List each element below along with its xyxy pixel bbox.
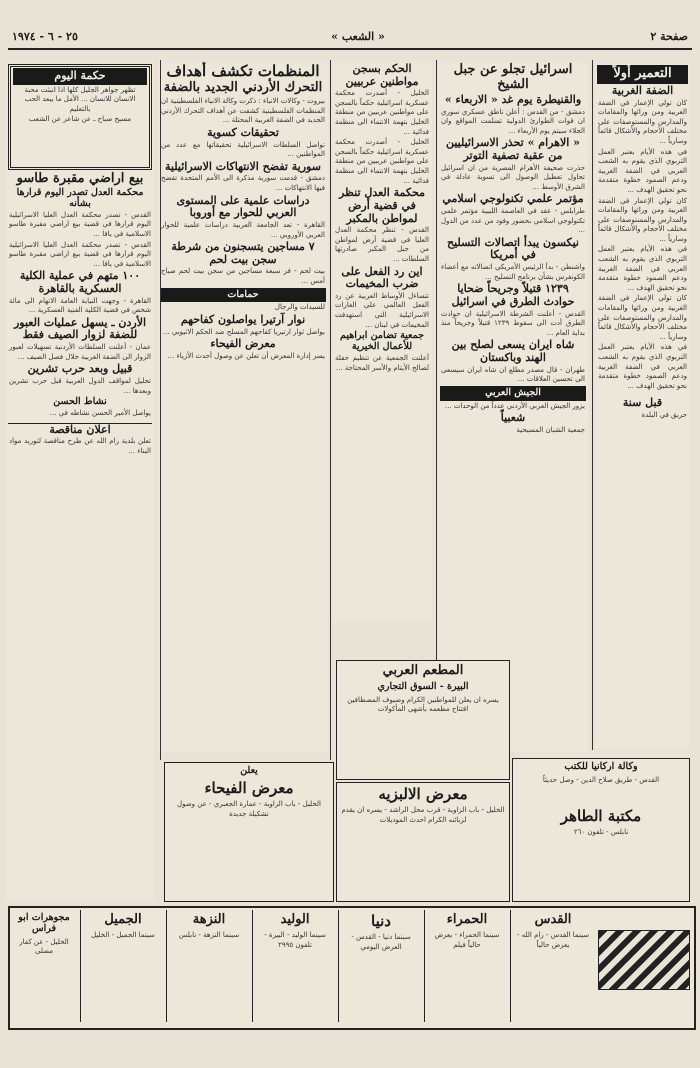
column-body-1: كان تولي الإعمار في الضفة الغربية ومن ورائها والمقامات والمدارس والمستوصفات على مختلف الأحجام والأشكال قائماً وسارياً ... bbox=[598, 98, 687, 145]
headline-golan: اسرائيل تجلو عن جبل الشيخ bbox=[453, 62, 573, 92]
headline-society: جمعية تضامن ابراهيم للأعمال الخيرية bbox=[340, 330, 424, 353]
column-subtitle: الضفة الغربية bbox=[611, 83, 674, 97]
cinema-text: سينما الحمراء - يعرض حالياً فيلم bbox=[434, 930, 500, 949]
headline-army: الجيش العربي bbox=[440, 386, 586, 401]
headline-nixon: نيكسون يبدأ اتصالات التسليح في أمريكا bbox=[447, 235, 579, 262]
cinema-text: سينما النزهة - نابلس bbox=[178, 930, 240, 939]
ad-albazeh-text: الخليل - باب الزاوية - قرب محل الراشد - يسره ان يقدم لزبائنه الكرام احدث الموديلات bbox=[341, 806, 505, 824]
cinema-name: الوليد bbox=[280, 912, 310, 927]
body-shah: طهران - قال مصدر مطلع ان شاه ايران سيسعى الى تحسين العلاقات ... bbox=[441, 365, 585, 384]
ad-restaurant-name: المطعم العربي bbox=[382, 663, 464, 678]
headline-shah: شاه ايران يسعى لصلح بين الهند وباكستان bbox=[451, 338, 575, 364]
column-body-4: في هذه الأيام يعتبر العمل التربوي الذي يقوم به الشعب العربي في الضفة الغربية ودعم الصمود خطوة متقدمة نحو تحقيق الهدف ... bbox=[598, 245, 687, 292]
cinema-walid bbox=[252, 910, 337, 1022]
quote-text: تظهر جواهر الجليل كلها اذا انبثت محبة الانسان للانسان ... الأمل ما يبعد الحب بالتعليم bbox=[24, 85, 136, 113]
body-military-college: القاهرة - وجهت النيابة العامة الاتهام الى مائة شخص في قضية الكلية الفنية العسكرية ... bbox=[9, 296, 151, 315]
mini-text: حريق في البلدة bbox=[641, 411, 687, 420]
headline-baths: حمامات bbox=[160, 288, 326, 303]
body-investigations: تواصل السلطات الاسرائيلية تحقيقاتها مع عدد من المواطنين ... bbox=[161, 140, 325, 159]
body-syria: دمشق - قدمت سورية مذكرة الى الأمم المتحدة تفضح فيها الانتهاكات ... bbox=[161, 174, 325, 193]
cinema-hamra bbox=[424, 910, 509, 1022]
headline-october-war: قبيل وبعد حرب تشرين bbox=[27, 362, 133, 376]
headline-fayhaa-small: معرض الفيحاء bbox=[210, 337, 276, 351]
body-nixon: واشنطن - بدأ الرئيس الأمريكي اتصالاته مع أعضاء الكونغرس بشأن برنامج التسليح ... bbox=[441, 263, 585, 281]
headline-eritrea: نوار آرتيرا يواصلون كفاحهم bbox=[180, 313, 306, 327]
column-body-6: في هذه الأيام يعتبر العمل التربوي الذي يقوم به الشعب العربي في الضفة الغربية ودعم الصمود خطوة متقدمة نحو تحقيق الهدف ... bbox=[598, 343, 687, 390]
ad-fayhaa-kicker: يعلن bbox=[240, 765, 258, 776]
body-eritrea: يواصل ثوار ارتيريا كفاحهم المسلح ضد الحكم الاثيوبي ... bbox=[162, 327, 325, 336]
body-taso-cont: القدس - تصدر محكمة العدل العليا الاسرائيلية اليوم قرارها في قضية بيع اراضي مقبرة طاسو الاسلامية في يافا ... bbox=[9, 240, 151, 268]
column-news-3 bbox=[332, 62, 432, 622]
ad-fayhaa bbox=[164, 762, 334, 902]
headline-prison: الحكم بسجن مواطنين عربيين bbox=[345, 62, 419, 88]
ad-jewelry bbox=[10, 910, 78, 1022]
headline-prisoners: ٧ مساجين يتسجنون من شرطة سجن بيت لحم bbox=[171, 240, 315, 266]
ad-albazeh-name: معرض الالبزيه bbox=[378, 785, 468, 803]
page-header bbox=[8, 28, 692, 50]
column-news-2 bbox=[438, 62, 588, 752]
ad-tahir-name: مكتبة الطاهر bbox=[560, 806, 642, 825]
headline-court: محكمة العدل تنظر في قضية أرض لمواطن بالمكبر bbox=[339, 186, 425, 225]
jewelry-text: الخليل - عن كفار مصلى bbox=[19, 937, 69, 956]
body-ahram: حذرت صحيفة الأهرام المصرية من ان اسرائيل تحاول تعطيل الوصول الى تسوية عادلة في الشرق الأوسط ... bbox=[441, 163, 585, 191]
body-society: أعلنت الجمعية عن تنظيم حفلة لصالح الأيتام والأسر المحتاجة ... bbox=[335, 354, 429, 372]
headline-investigations: تحقيقات كسوية bbox=[207, 125, 279, 139]
cinema-text: سينما القدس - رام الله - يعرض حالياً bbox=[516, 930, 590, 949]
column-news-5 bbox=[6, 62, 154, 902]
body-court: القدس - تنظر محكمة العدل العليا في قضية أرض لمواطن من جبل المكبر صادرتها السلطات ... bbox=[335, 226, 429, 263]
headline-taso: بيع اراضي مقبرة طاسو bbox=[16, 171, 144, 186]
subhead-golan: والقنيطرة يوم غد « الاربعاء » bbox=[444, 92, 582, 106]
body-prisoners: بيت لحم - فر سبعة مساجين من سجن بيت لحم صباح أمس ... bbox=[161, 267, 325, 285]
headline-military-college: ١٠٠ متهم في عملية الكلية العسكرية بالقاهرة bbox=[19, 269, 141, 295]
cinema-text: سينما دنيا - القدس - العرض اليومي bbox=[351, 933, 411, 951]
body-october-war: تحليل لمواقف الدول العربية قبل حرب تشرين وبعدها ... bbox=[9, 376, 151, 395]
ad-fayhaa-name: معرض الفيحاء bbox=[204, 778, 294, 797]
issue-date: ٢٥ - ٦ - ١٩٧٤ bbox=[12, 30, 78, 43]
body-baths: للسيدات والرجال bbox=[274, 303, 325, 312]
cinema-emblem bbox=[598, 930, 690, 990]
divider bbox=[330, 60, 331, 760]
body-prison-cont: الخليل - أصدرت محكمة عسكرية اسرائيلية حكماً بالسجن على مواطنين عربيين من منطقة الخليل بتهمة الانتماء الى منظمة فدائية ... bbox=[335, 138, 429, 185]
quote-box bbox=[8, 64, 152, 170]
body-shaabi: جمعية الشبان المسيحية bbox=[516, 425, 585, 434]
cinema-dunya bbox=[338, 910, 423, 1022]
headline-studies: دراسات علمية على المستوى العربي للحوار مع أوروبا bbox=[176, 193, 310, 220]
tender-text: تعلن بلدية رام الله عن طرح مناقصة لتوريد مواد البناء ... bbox=[9, 437, 151, 455]
divider bbox=[160, 60, 161, 760]
cinema-name: دنيا bbox=[371, 912, 391, 930]
cinema-jamil bbox=[80, 910, 165, 1022]
quote-signature: مسيح صباح ـ عن شاعر عن الشعب bbox=[28, 115, 132, 124]
jewelry-name: مجوهرات ابو فراس bbox=[18, 912, 70, 934]
mini-banner: قبل سنة bbox=[622, 396, 663, 410]
cinema-quds bbox=[510, 910, 595, 1022]
ad-albazeh bbox=[336, 782, 510, 902]
tender-title: اعلان مناقصة bbox=[8, 423, 152, 437]
lead-headline: المنظمات تكشف أهداف bbox=[166, 62, 320, 80]
ad-agency-text: القدس - طريق صلاح الدين - وصل حديثاً bbox=[542, 775, 660, 784]
paper-name: « الشعب » bbox=[331, 30, 385, 43]
cinema-name: الجميل bbox=[104, 912, 142, 927]
ad-agency-name: وكالة اركانيا للكتب bbox=[564, 761, 638, 772]
ad-tahir-text: نابلس - تلفون ٢٦٠ bbox=[573, 827, 629, 836]
headline-syria: سورية تفضح الانتهاكات الاسرائيلية bbox=[165, 159, 321, 173]
body-accidents: القدس - أعلنت الشرطة الاسرائيلية ان حوادث الطرق أدت الى سقوط ١٢٣٩ قتيلاً وجريحاً منذ بداية العام ... bbox=[441, 309, 585, 337]
column-body-5: كان تولي الإعمار في الضفة الغربية ومن ورائها والمقامات والمدارس والمستوصفات على مختلف الأحجام والأشكال قائماً وسارياً ... bbox=[598, 294, 687, 341]
ad-fayhaa-text: الخليل - باب الزاوية - عمارة الجعبري - عن وصول تشكيلة جديدة bbox=[177, 800, 321, 818]
body-studies: القاهرة - تعد الجامعة العربية دراسات علمية للحوار العربي الأوروبي ... bbox=[161, 220, 325, 239]
lead-body: بيروت - وكالات الانباء : ذكرت وكالة الانباء الفلسطينية ان المنظمات الفلسطينية كشفت عن أهداف التحرك الأردني الجديد في الضفة الغربية المحتلة ... bbox=[161, 97, 325, 125]
column-tamir bbox=[595, 64, 690, 748]
column-body-2: في هذه الأيام يعتبر العمل التربوي الذي يقوم به الشعب العربي في الضفة الغربية ودعم الصمود خطوة متقدمة نحو تحقيق الهدف ... bbox=[598, 147, 687, 194]
headline-accidents: ١٢٣٩ قتيلاً وجريحاً ضحايا حوادث الطرق في اسرائيل bbox=[451, 282, 575, 308]
cinema-name: القدس bbox=[534, 912, 572, 927]
body-army: يزور الجيش العربي الأردني عدداً من الوحدات ... bbox=[445, 401, 585, 410]
body-taso: القدس - تصدر محكمة العدل العليا الاسرائيلية اليوم قرارها في قضية بيع اراضي مقبرة طاسو الاسلامية في يافا ... bbox=[9, 210, 151, 238]
headline-conference: مؤتمر علمي تكنولوجي اسلامي bbox=[442, 192, 584, 206]
body-golan: دمشق - من القدس : أعلن ناطق عسكري سوري ان قوات الطوارئ الدولية تسلمت المواقع وان الجلاء سيتم يوم الأربعاء ... bbox=[441, 107, 585, 135]
column-title: التعمير أولاً bbox=[597, 65, 688, 84]
headline-ahram: « الاهرام » تحذر الاسرائيليين من عقبة تصفية التوتر bbox=[445, 136, 581, 162]
ad-restaurant-text: يسره ان يعلن للمواطنين الكرام وضيوف المصطافين افتتاح مطعمه بأشهى المأكولات bbox=[347, 695, 499, 714]
column-body-3: كان تولي الإعمار في الضفة الغربية ومن ورائها والمقامات والمدارس والمستوصفات على مختلف الأحجام والأشكال قائماً وسارياً ... bbox=[598, 196, 687, 243]
divider bbox=[436, 60, 437, 750]
cinema-text: سينما الوليد - البيرة - تلفون ٢٩٩٥ bbox=[264, 930, 326, 949]
quote-title: حكمة اليوم bbox=[13, 68, 147, 85]
lead-subheadline: التحرك الأردني الجديد بالضفة bbox=[163, 80, 323, 96]
page-number: صفحة ٢ bbox=[650, 30, 688, 43]
body-prison: الخليل - أصدرت محكمة عسكرية اسرائيلية حكماً بالسجن على مواطنين عربيين من منطقة الخليل بتهمة الانتماء الى منظمة فدائية ... bbox=[335, 89, 429, 136]
headline-camps: اين رد الفعل على ضرب المخيمات bbox=[341, 264, 423, 291]
body-conference: طرابلس - عقد في العاصمة الليبية مؤتمر علمي تكنولوجي اسلامي بحضور وفود من عدد من الدول ... bbox=[441, 207, 585, 235]
cinema-text: سينما الجميل - الخليل bbox=[91, 930, 155, 939]
cinema-name: النزهة bbox=[192, 912, 226, 927]
body-jordan-crossing: عمان - أعلنت السلطات الأردنية تسهيلات لعبور الزوار الى الضفة الغربية خلال فصل الصيف ... bbox=[9, 343, 151, 361]
ad-restaurant bbox=[336, 660, 510, 780]
ad-bookshop bbox=[512, 758, 690, 902]
body-fayhaa-small: يسر إدارة المعرض أن تعلن عن وصول أحدث الأزياء ... bbox=[167, 351, 325, 360]
cinema-nuzha bbox=[166, 910, 251, 1022]
headline-hassan: نشاط الحسن bbox=[53, 396, 107, 408]
ad-restaurant-sub: البيرة - السوق التجاري bbox=[377, 680, 469, 692]
body-hassan: يواصل الأمير الحسن نشاطه في ... bbox=[49, 409, 151, 418]
cinema-name: الحمراء bbox=[446, 912, 488, 927]
subhead-taso: محكمة العدل تصدر اليوم قرارها بشأنه bbox=[16, 186, 144, 209]
headline-jordan-crossing: الأردن ـ يسهل عمليات العبور للضفة لزوار الصيف فقط bbox=[13, 315, 147, 342]
divider bbox=[592, 60, 593, 750]
body-camps: تتساءل الأوساط العربية عن رد الفعل العالمي على الغارات الاسرائيلية التي استهدفت المخيمات في لبنان ... bbox=[335, 291, 429, 329]
column-news-4 bbox=[158, 62, 328, 752]
headline-shaabi: شعبياً bbox=[500, 411, 526, 425]
